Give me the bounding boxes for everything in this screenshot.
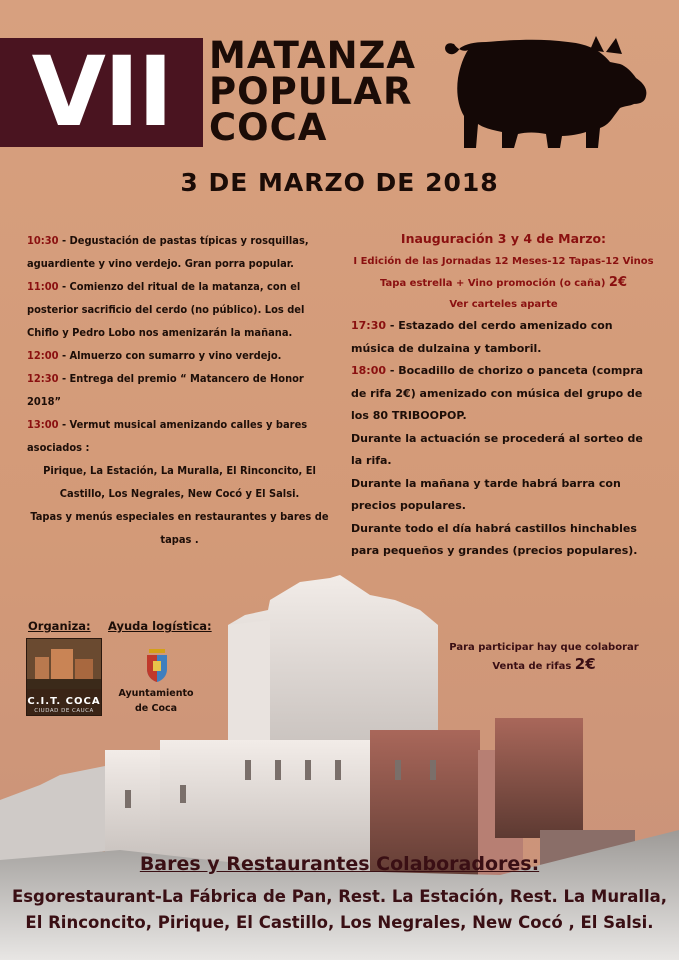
- event-date: 3 DE MARZO DE 2018: [180, 168, 499, 197]
- program-item: [27, 275, 332, 344]
- note-item: Durante la mañana y tarde habrá barra con precios populares.: [351, 476, 621, 512]
- program-item: [351, 315, 656, 360]
- program-item: [27, 344, 332, 367]
- tapa-promo: [351, 272, 656, 294]
- program-text: - Almuerzo con sumarro y vino verdejo.: [58, 349, 282, 362]
- coat-of-arms-icon: [145, 647, 169, 683]
- tapa-promo-text: Tapa estrella + Vino promoción (o caña): [380, 278, 606, 289]
- raffle-line-1: Para participar hay que colaborar: [449, 642, 639, 653]
- ayuda-label: Ayuda logística:: [108, 619, 212, 633]
- title-line-3: COCA: [209, 106, 328, 149]
- raffle-line-2: [444, 656, 644, 675]
- pig-silhouette-icon: [440, 30, 650, 155]
- note-item: Durante todo el día habrá castillos hinchables para pequeños y grandes (precios populares).: [351, 521, 638, 557]
- tapa-price: 2€: [608, 275, 627, 290]
- collaborators-title: Bares y Restaurantes Colaboradores:: [139, 853, 540, 875]
- program-item: [27, 229, 332, 275]
- program-item: [27, 367, 332, 413]
- program-text: - Estazado del cerdo amenizado con música de dulzaina y tamboril.: [351, 319, 613, 355]
- raffle-info: [444, 640, 644, 675]
- inauguration-heading: Inauguración 3 y 4 de Marzo:: [400, 231, 607, 246]
- cit-logo-text: C.I.T. COCA: [27, 696, 101, 707]
- program-time: 12:00: [27, 349, 59, 362]
- edition-text: I Edición de las Jornadas 12 Meses-12 Tapas-12 Vinos: [353, 256, 654, 267]
- raffle-text: Venta de rifas: [492, 661, 572, 672]
- raffle-price: 2€: [574, 655, 596, 673]
- program-text: - Degustación de pastas típicas y rosquillas, aguardiente y vino verdejo. Gran porra popular.: [27, 234, 309, 270]
- ayuntamiento-line-2: de Coca: [134, 703, 178, 714]
- ayuntamiento-line-1: Ayuntamiento: [118, 688, 194, 699]
- program-text: - Bocadillo de chorizo o panceta (compra de rifa 2€) amenizado con música del grupo de los 80 TRIBOOPOP.: [351, 364, 644, 422]
- program-time: 18:00: [351, 364, 387, 377]
- program-text: - Entrega del premio “ Matancero de Honor 2018”: [27, 372, 304, 408]
- ayuntamiento-name: [108, 686, 204, 716]
- morning-program: [27, 229, 332, 551]
- cit-coca-logo: [26, 638, 102, 716]
- collaborators-line-1: Esgorestaurant-La Fábrica de Pan, Rest. La Estación, Rest. La Muralla,: [11, 887, 668, 906]
- program-time: 11:00: [27, 280, 59, 293]
- program-item: [27, 413, 332, 459]
- afternoon-program: [351, 229, 656, 563]
- see-posters: Ver carteles aparte: [449, 299, 558, 310]
- note-item: Durante la actuación se procederá al sorteo de la rifa.: [351, 431, 643, 467]
- collaborators-line-2: El Rinconcito, Pirique, El Castillo, Los Negrales, New Cocó , El Salsi.: [25, 913, 654, 932]
- program-time: 13:00: [27, 418, 59, 431]
- title-line-2: POPULAR: [209, 70, 413, 113]
- cit-logo-subtext: CIUDAD DE CAUCA: [34, 708, 94, 714]
- program-text: - Comienzo del ritual de la matanza, con el posterior sacrificio del cerdo (no público). Los del Chiflo y Pedro Lobo nos amenizarán la mañana.: [27, 280, 305, 339]
- tapas-note: Tapas y menús especiales en restaurantes y bares de tapas .: [30, 510, 329, 546]
- event-title: [209, 34, 439, 149]
- edition-roman-numeral: VII: [0, 38, 203, 147]
- castle-logo-icon: [27, 639, 101, 689]
- associated-bars: Pirique, La Estación, La Muralla, El Rinconcito, El Castillo, Los Negrales, New Cocó y El Salsi.: [43, 464, 316, 500]
- program-time: 17:30: [351, 319, 387, 332]
- program-time: 12:30: [27, 372, 59, 385]
- title-line-1: MATANZA: [209, 34, 417, 77]
- program-item: [351, 360, 656, 428]
- program-time: 10:30: [27, 234, 59, 247]
- organiza-label: Organiza:: [28, 619, 91, 633]
- program-text: - Vermut musical amenizando calles y bares asociados :: [27, 418, 308, 454]
